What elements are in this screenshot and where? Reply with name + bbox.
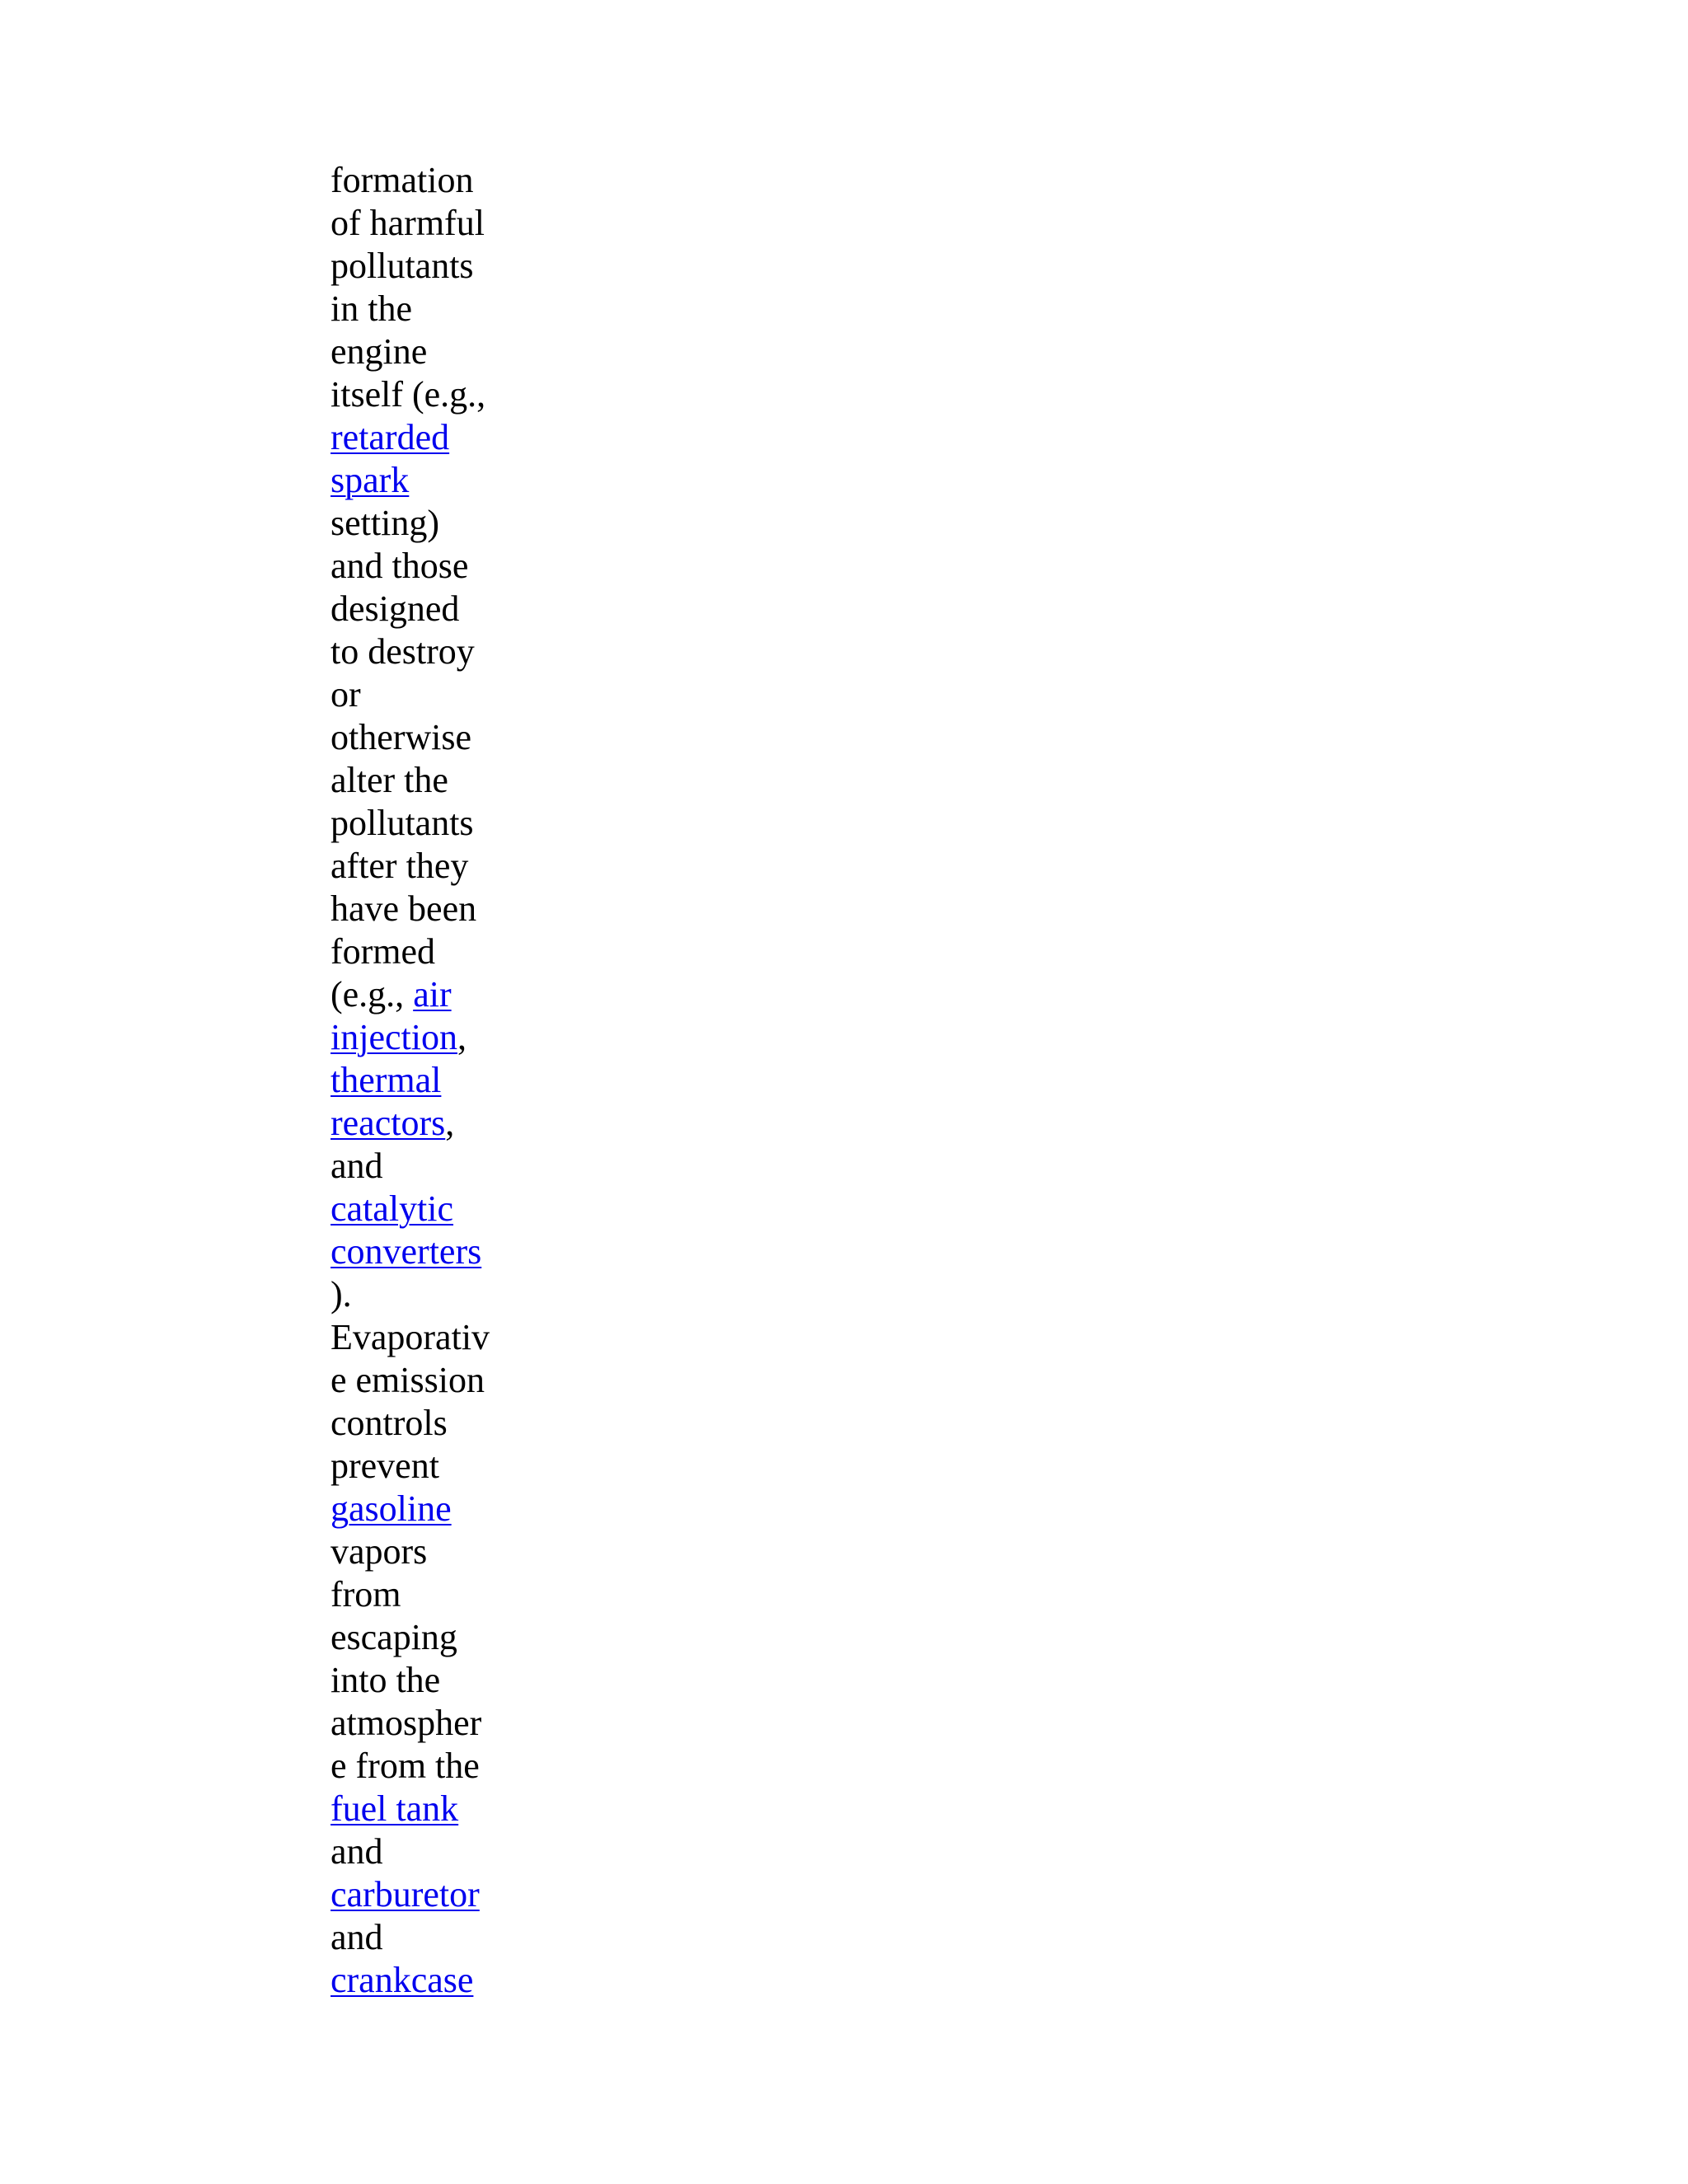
text-run: of harmful [331, 203, 485, 243]
text-run: alter the [331, 760, 448, 800]
text-line [331, 1530, 490, 1573]
hyperlink[interactable]: crankcase [331, 1960, 474, 2000]
text-line [331, 1230, 490, 1273]
text-line [331, 673, 490, 716]
text-line [331, 973, 490, 1016]
hyperlink[interactable]: carburetor [331, 1874, 480, 1915]
text-run: vapors [331, 1531, 428, 1572]
text-run: e from the [331, 1746, 480, 1786]
text-run: prevent [331, 1446, 439, 1486]
text-line [331, 1359, 490, 1402]
text-line [331, 1659, 490, 1702]
text-run: controls [331, 1403, 448, 1443]
text-run: pollutants [331, 803, 474, 843]
text-line [331, 630, 490, 673]
text-run: itself (e.g., [331, 374, 486, 415]
hyperlink[interactable]: catalytic [331, 1188, 454, 1229]
text-line [331, 716, 490, 759]
text-line [331, 330, 490, 373]
text-run: have been [331, 888, 477, 929]
text-line [331, 1188, 490, 1230]
text-line [331, 1916, 490, 1959]
text-run: , [457, 1017, 467, 1057]
text-run: e emission [331, 1360, 485, 1400]
hyperlink[interactable]: gasoline [331, 1488, 452, 1529]
text-run: and [331, 1831, 383, 1872]
text-line [331, 802, 490, 845]
text-run: escaping [331, 1617, 457, 1657]
text-line [331, 245, 490, 288]
text-run: to destroy [331, 631, 475, 672]
text-line [331, 888, 490, 930]
text-run: (e.g., [331, 974, 414, 1015]
text-run: pollutants [331, 246, 474, 286]
text-line [331, 1445, 490, 1488]
text-line [331, 416, 490, 459]
text-run: after they [331, 846, 469, 886]
text-line [331, 1830, 490, 1873]
text-line [331, 1145, 490, 1188]
text-run: and [331, 1917, 383, 1957]
text-run: engine [331, 331, 428, 372]
text-line [331, 845, 490, 888]
text-line [331, 1402, 490, 1445]
text-run: formation [331, 160, 474, 200]
text-run: Evaporativ [331, 1317, 490, 1357]
text-line [331, 159, 490, 202]
text-run: otherwise [331, 717, 472, 757]
hyperlink[interactable]: air [413, 974, 452, 1015]
text-run: or [331, 674, 361, 715]
text-line [331, 1745, 490, 1788]
text-line [331, 1016, 490, 1059]
text-run: in the [331, 288, 412, 329]
text-run: from [331, 1574, 401, 1615]
text-line [331, 1059, 490, 1102]
text-line [331, 759, 490, 802]
text-run: atmospher [331, 1703, 482, 1743]
hyperlink[interactable]: spark [331, 460, 410, 500]
text-line [331, 1488, 490, 1530]
text-run: and [331, 1146, 383, 1186]
text-line [331, 373, 490, 416]
text-line [331, 1102, 490, 1145]
text-run: ). [331, 1274, 352, 1315]
text-run: and those [331, 546, 469, 586]
text-line [331, 930, 490, 973]
text-run: , [445, 1103, 455, 1143]
text-line [331, 545, 490, 588]
text-line [331, 1573, 490, 1616]
hyperlink[interactable]: retarded [331, 417, 450, 457]
hyperlink[interactable]: injection [331, 1017, 457, 1057]
text-line [331, 1273, 490, 1316]
text-line [331, 459, 490, 502]
text-line [331, 1616, 490, 1659]
text-line [331, 202, 490, 245]
text-line [331, 502, 490, 545]
text-run: into the [331, 1660, 441, 1700]
text-line [331, 1316, 490, 1359]
hyperlink[interactable]: thermal [331, 1060, 442, 1100]
hyperlink[interactable]: fuel tank [331, 1788, 459, 1829]
text-run: formed [331, 931, 436, 972]
hyperlink[interactable]: converters [331, 1231, 482, 1272]
text-run: setting) [331, 503, 439, 543]
text-line [331, 1959, 490, 2002]
text-line [331, 288, 490, 330]
text-line [331, 1702, 490, 1745]
text-run: designed [331, 588, 460, 629]
text-line [331, 1873, 490, 1916]
text-line [331, 1788, 490, 1830]
hyperlink[interactable]: reactors [331, 1103, 446, 1143]
text-line [331, 588, 490, 630]
body-text-column [331, 159, 490, 2002]
